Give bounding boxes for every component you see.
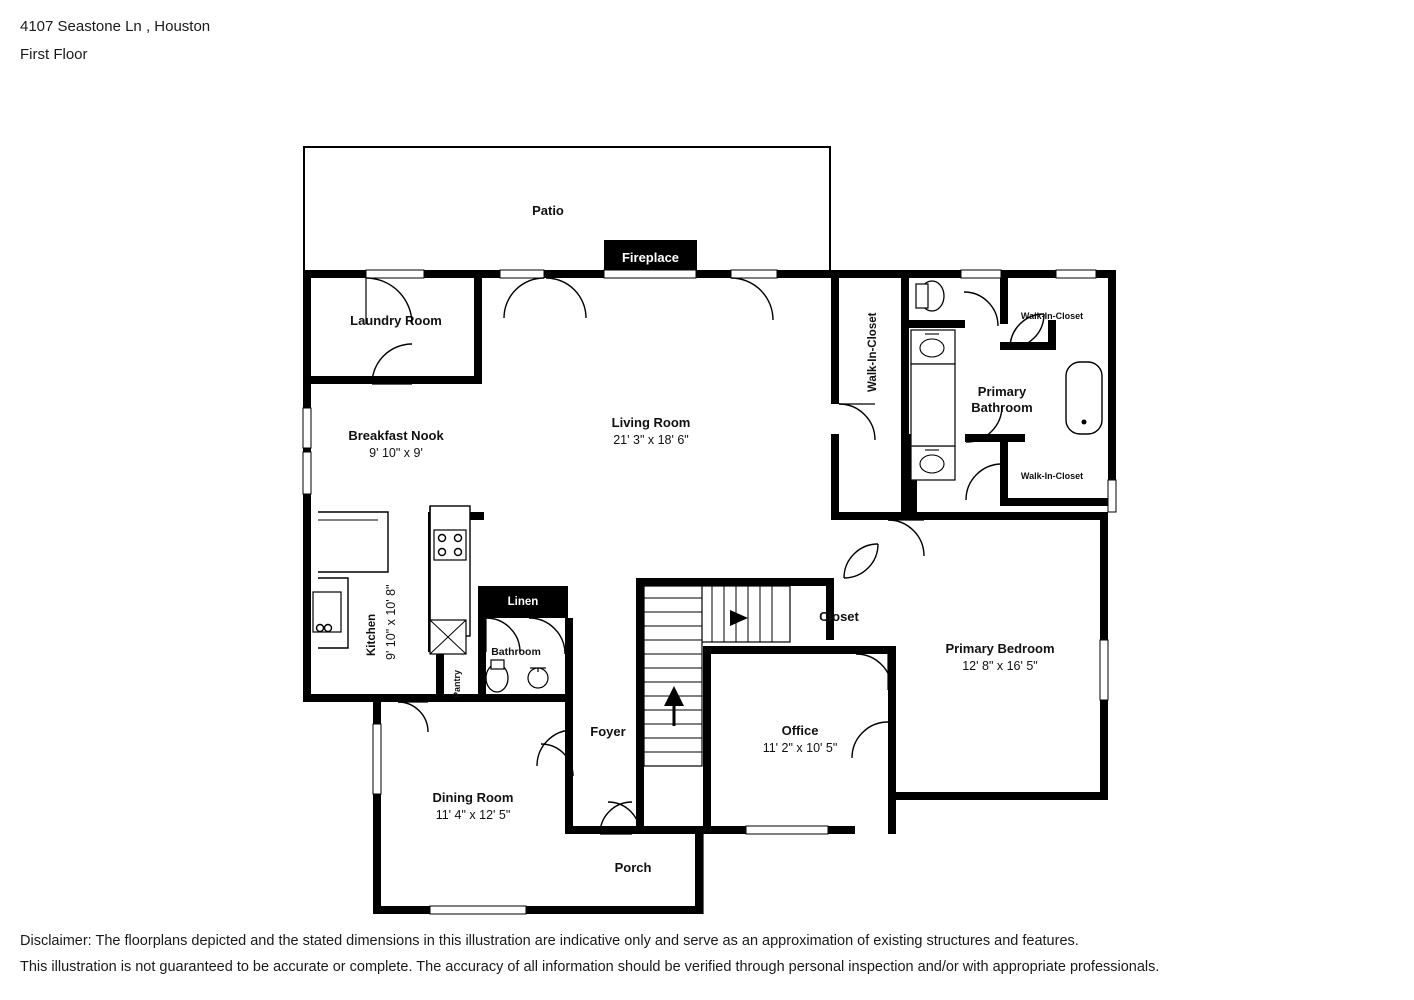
- disclaimer-line-1: Disclaimer: The floorplans depicted and the stated dimensions in this illustration are indicative only and serve as an approximation of existing structures and features.: [20, 933, 1079, 949]
- property-address: 4107 Seastone Ln , Houston: [20, 18, 211, 35]
- office-wall-north: [703, 646, 896, 654]
- disclaimer-line-2: This illustration is not guaranteed to be accurate or complete. The accuracy of all information should be verified through personal inspection and/or with appropriate professionals.: [20, 959, 1160, 975]
- label-primary-bathroom: Primary Bathroom: [971, 384, 1033, 415]
- fireplace-box: Fireplace: [604, 240, 697, 274]
- exterior-wall-east-lower: [1100, 512, 1108, 640]
- dining-wall-south: [373, 906, 703, 914]
- label-patio: Patio: [532, 203, 564, 218]
- primary-bath-wall-1: [909, 320, 965, 328]
- porch-wall-east: [695, 826, 703, 914]
- label-bathroom: Bathroom: [491, 646, 541, 658]
- primary-bath-wall-5: [965, 434, 1025, 442]
- label-kitchen: Kitchen: [366, 613, 378, 656]
- exterior-wall-east-bottom: [1100, 700, 1108, 800]
- patio-wall-right: [829, 146, 831, 274]
- laundry-wall-east: [474, 278, 482, 384]
- office-wall-west: [703, 646, 711, 834]
- label-primary-bedroom: Primary Bedroom 12' 8" x 16' 5": [945, 641, 1055, 673]
- exterior-wall-west-upper: [303, 270, 311, 408]
- patio-wall-top: [303, 146, 831, 148]
- patio-wall-left: [303, 146, 305, 274]
- living-room-wall-east-lower: [831, 434, 839, 520]
- primary-bedroom-wall-north: [888, 512, 1108, 520]
- exterior-wall-north-left: [303, 270, 831, 278]
- label-breakfast-nook: Breakfast Nook 9' 10" x 9': [348, 428, 444, 460]
- walk-in-closet-vertical-wall-east: [901, 278, 909, 518]
- primary-bath-wall-8: [909, 434, 917, 520]
- foyer-wall-east: [636, 578, 644, 834]
- label-walk-in-closet-vertical: Walk-In-Closet: [867, 312, 879, 392]
- primary-bath-wall-7: [1000, 498, 1116, 506]
- dining-wall-east-upper: [565, 694, 573, 834]
- exterior-wall-west-lower: [303, 494, 311, 702]
- linen-closet-box: Linen: [478, 586, 568, 618]
- laundry-wall-south: [311, 376, 482, 384]
- living-room-wall-south: [428, 512, 436, 652]
- label-kitchen-dimensions: 9' 10" x 10' 8": [384, 584, 398, 660]
- primary-bedroom-wall-south: [896, 792, 1108, 800]
- label-living-room: Living Room 21' 3" x 18' 6": [611, 415, 691, 447]
- label-porch: Porch: [614, 860, 652, 875]
- stair-wall-north: [636, 578, 834, 586]
- exterior-wall-north-right: [831, 270, 1116, 278]
- label-walk-in-closet-lower: Walk-In-Closet: [1020, 471, 1084, 481]
- kitchen-wall-north: [428, 512, 484, 520]
- bathroom-wall-west: [478, 618, 486, 698]
- exterior-wall-east-upper: [1108, 270, 1116, 480]
- disclaimer-block: [20, 928, 1320, 980]
- label-walk-in-closet-upper: Walk-In-Closet: [1020, 311, 1084, 321]
- label-foyer: Foyer: [590, 724, 626, 739]
- label-laundry-room: Laundry Room: [350, 313, 442, 328]
- bathroom-wall-east: [565, 618, 573, 698]
- floor-label: First Floor: [20, 46, 88, 63]
- label-dining-room: Dining Room 11' 4" x 12' 5": [432, 790, 514, 822]
- primary-bath-wall-6: [1000, 434, 1008, 500]
- pantry-wall: [436, 652, 444, 700]
- dining-wall-west: [373, 702, 381, 914]
- label-closet: Closet: [819, 609, 859, 624]
- primary-bath-wall-4: [1048, 320, 1056, 350]
- label-pantry: Pantry: [452, 669, 462, 698]
- office-wall-east: [888, 646, 896, 834]
- label-office: Office 11' 2" x 10' 5": [762, 723, 838, 755]
- living-room-wall-east-upper: [831, 278, 839, 404]
